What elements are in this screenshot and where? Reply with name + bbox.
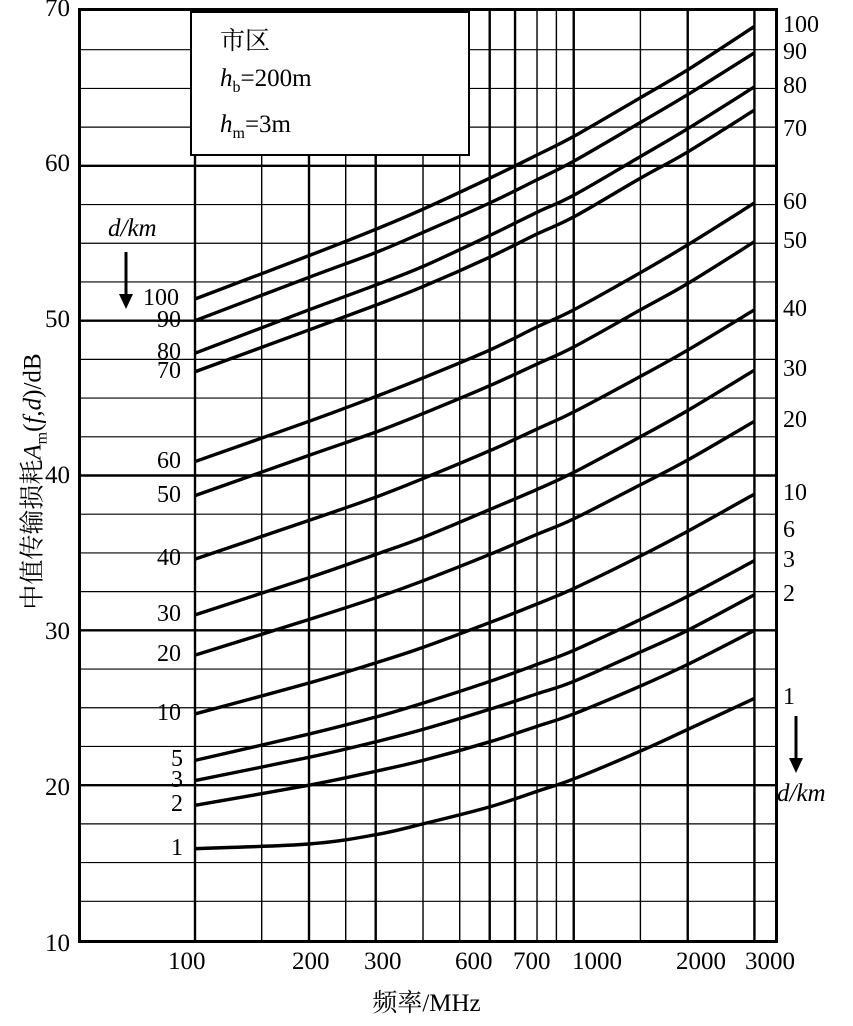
- x-tick-label: 700: [513, 948, 551, 975]
- legend-hb-symbol: h: [220, 65, 233, 92]
- curve-label-left: 40: [157, 545, 181, 572]
- y-tick-label: 70: [45, 0, 70, 22]
- legend-hb-value: =200m: [240, 65, 312, 92]
- curve-label-right: 50: [783, 227, 807, 254]
- series-curve: [195, 698, 754, 848]
- series-curve: [195, 561, 754, 761]
- y-axis-title: [13, 162, 52, 802]
- legend-hb: [220, 60, 468, 106]
- left-series-axis-label: [108, 215, 157, 243]
- curve-label-right: 80: [783, 72, 807, 99]
- x-tick-label: 300: [364, 948, 402, 975]
- curve-label-left: 1: [171, 834, 183, 861]
- right-series-axis-label: [777, 780, 826, 808]
- curve-label-left: 20: [157, 641, 181, 668]
- y-axis-title-text: 中值传输损耗: [19, 459, 47, 610]
- curve-label-right: 60: [783, 188, 807, 215]
- y-tick-label: 50: [45, 306, 70, 333]
- curve-label-right: 20: [783, 407, 807, 434]
- curve-label-left: 100: [143, 284, 179, 311]
- curve-label-right: 90: [783, 38, 807, 65]
- curve-label-right: 2: [783, 580, 795, 607]
- curve-label-left: 70: [157, 357, 181, 384]
- left-series-axis-text: d/km: [108, 215, 157, 242]
- legend-region: 市区: [220, 28, 271, 55]
- curve-label-right: 40: [783, 295, 807, 322]
- curve-label-left: 2: [171, 791, 183, 818]
- curve-label-right: 10: [783, 480, 807, 507]
- x-tick-label: 200: [292, 948, 330, 975]
- legend-hm-symbol: h: [220, 111, 233, 138]
- right-arrow-icon: [785, 716, 807, 774]
- curve-label-left: 80: [157, 339, 181, 366]
- curve-label-right: 1: [783, 684, 795, 711]
- curve-label-left: 50: [157, 481, 181, 508]
- curve-label-left: 30: [157, 600, 181, 627]
- x-tick-label: 1000: [572, 948, 622, 975]
- curve-label-right: 100: [783, 12, 819, 39]
- right-series-axis-text: d/km: [777, 780, 826, 807]
- curve-label-left: 10: [157, 699, 181, 726]
- curve-label-right: 3: [783, 546, 795, 573]
- legend-hm-value: =3m: [244, 111, 291, 138]
- y-tick-label: 60: [45, 150, 70, 177]
- y-axis-symbol-A: A: [19, 444, 47, 460]
- x-tick-label: 100: [168, 948, 206, 975]
- left-arrow-icon: [115, 252, 137, 310]
- curve-label-left: 60: [157, 447, 181, 474]
- curve-label-right: 30: [783, 356, 807, 383]
- curve-label-right: 70: [783, 116, 807, 143]
- x-tick-label: 3000: [745, 948, 795, 975]
- y-axis-paren-open: (: [19, 423, 47, 432]
- y-axis-comma: ,: [19, 410, 47, 417]
- y-tick-label: 30: [45, 618, 70, 645]
- series-curve: [195, 630, 754, 805]
- y-axis-symbol-f: f: [19, 416, 47, 424]
- curve-label-left: 3: [171, 766, 183, 793]
- legend-hb-sub: b: [232, 79, 241, 96]
- curve-label-right: 6: [783, 517, 795, 544]
- legend-hm: [220, 106, 468, 152]
- y-axis-symbol-d: d: [19, 397, 47, 411]
- curve-label-left: 5: [171, 746, 183, 773]
- legend-hm-sub: m: [232, 125, 245, 142]
- y-tick-label: 20: [45, 774, 70, 801]
- x-tick-label: 2000: [676, 948, 726, 975]
- y-axis-symbol-m: m: [33, 431, 51, 445]
- y-tick-label: 10: [45, 930, 70, 957]
- curve-label-left: 90: [157, 306, 181, 333]
- series-curve: [195, 370, 754, 615]
- y-axis-paren-close: )/dB: [19, 353, 47, 398]
- y-tick-label: 40: [45, 462, 70, 489]
- legend-box: [190, 11, 470, 156]
- series-curve: [195, 310, 754, 559]
- x-tick-label: 600: [455, 948, 493, 975]
- x-axis-title: 频率/MHz: [372, 990, 481, 1017]
